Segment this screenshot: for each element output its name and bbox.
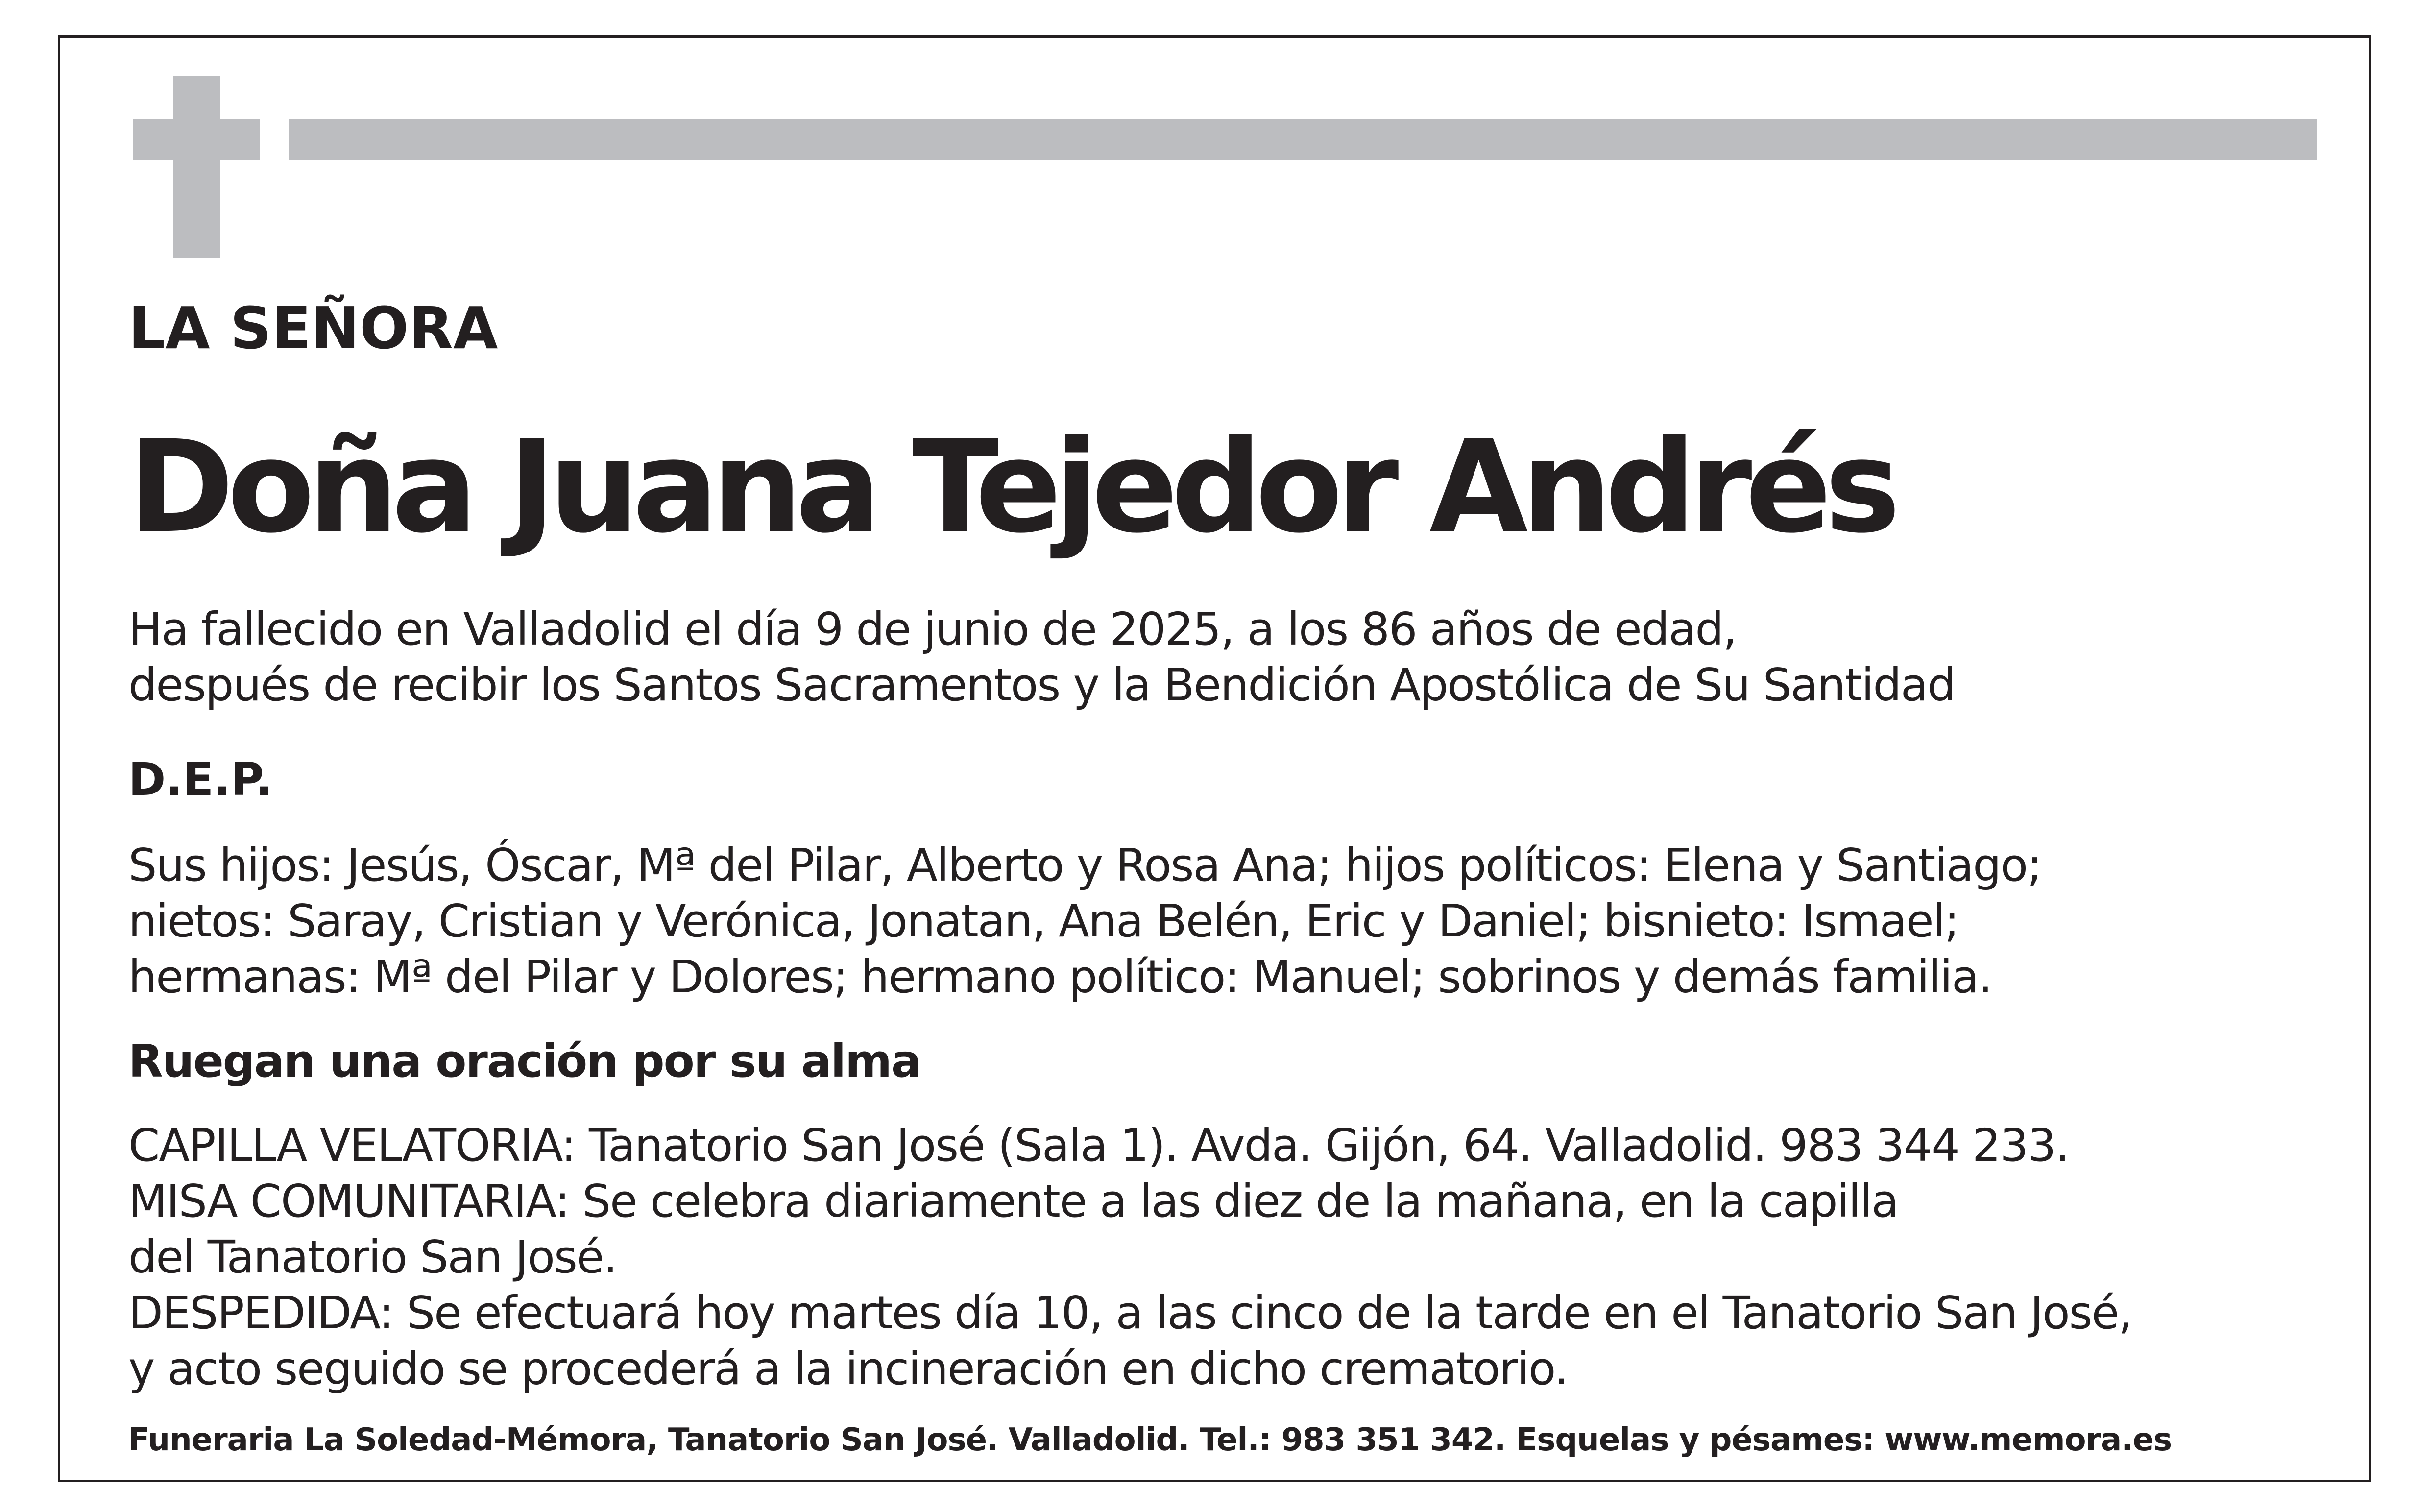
info-line: y acto seguido se procederá a la incineración en dicho crematorio. bbox=[128, 1343, 1568, 1395]
dep-label: D.E.P. bbox=[128, 753, 273, 806]
info-line: DESPEDIDA: Se efectuará hoy martes día 10, a las cinco de la tarde en el Tanatorio San José, bbox=[128, 1287, 2132, 1339]
info-line: CAPILLA VELATORIA: Tanatorio San José (Sala 1). Avda. Gijón, 64. Valladolid. 983 344 233. bbox=[128, 1119, 2069, 1172]
family-line: hermanas: Mª del Pilar y Dolores; hermano político: Manuel; sobrinos y demás familia. bbox=[128, 951, 1992, 1003]
info-line: MISA COMUNITARIA: Se celebra diariamente a las diez de la mañana, en la capilla bbox=[128, 1175, 1898, 1227]
header-rule bbox=[289, 119, 2317, 160]
death-line: Ha fallecido en Valladolid el día 9 de junio de 2025, a los 86 años de edad, bbox=[128, 603, 1737, 655]
prayer-request: Ruegan una oración por su alma bbox=[128, 1035, 921, 1087]
family-line: Sus hijos: Jesús, Óscar, Mª del Pilar, Alberto y Rosa Ana; hijos políticos: Elena y Santiago; bbox=[128, 839, 2041, 891]
death-line: después de recibir los Santos Sacramentos y la Bendición Apostólica de Su Santidad bbox=[128, 659, 1955, 711]
cross-icon-horizontal bbox=[133, 119, 260, 160]
footer-funeral-home: Funeraria La Soledad-Mémora, Tanatorio San José. Valladolid. Tel.: 983 351 342. Esquelas y pésames: www.memora.es bbox=[128, 1422, 2172, 1458]
death-statement bbox=[128, 601, 1955, 713]
family-line: nietos: Saray, Cristian y Verónica, Jonatan, Ana Belén, Eric y Daniel; bisnieto: Ismael; bbox=[128, 895, 1959, 947]
deceased-name: Doña Juana Tejedor Andrés bbox=[128, 413, 1894, 561]
title-label: LA SEÑORA bbox=[128, 294, 498, 362]
info-line: del Tanatorio San José. bbox=[128, 1231, 617, 1283]
cross-icon-vertical bbox=[173, 76, 220, 258]
service-info bbox=[128, 1118, 2131, 1397]
family-list bbox=[128, 838, 2041, 1005]
